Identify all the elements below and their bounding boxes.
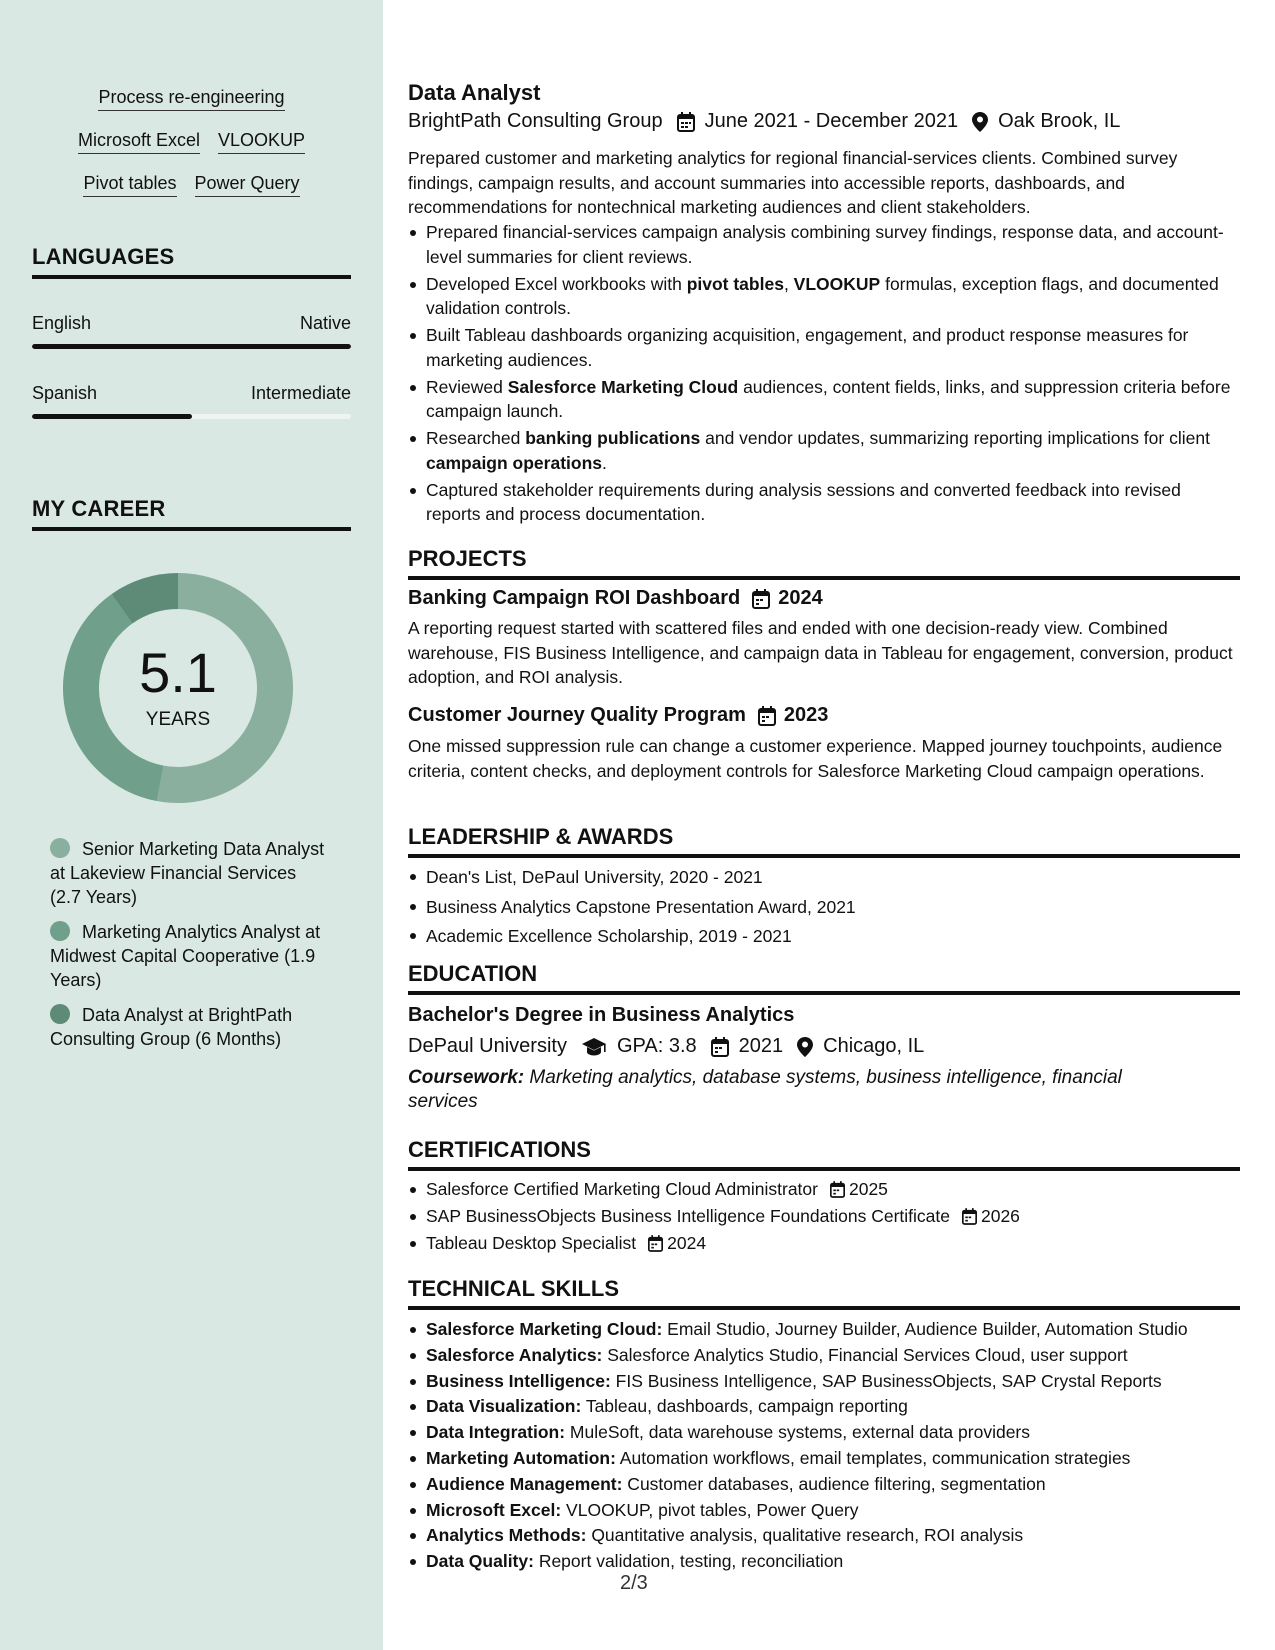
project-title: Customer Journey Quality Program 2023 bbox=[408, 704, 829, 726]
language-english bbox=[32, 313, 351, 349]
technical-skill-item: Microsoft Excel: VLOOKUP, pivot tables, Power Query bbox=[408, 1498, 1240, 1522]
language-bar-fill bbox=[32, 344, 351, 349]
career-heading: MY CAREER bbox=[32, 496, 351, 531]
career-item: Data Analyst at BrightPath Consulting Group (6 Months) bbox=[50, 1005, 293, 1049]
projects-heading: PROJECTS bbox=[408, 546, 1240, 580]
languages-heading: LANGUAGES bbox=[32, 244, 351, 279]
language-spanish bbox=[32, 383, 351, 419]
calendar-icon bbox=[962, 1208, 977, 1225]
language-name: Spanish bbox=[32, 383, 98, 403]
job-title: Data Analyst bbox=[408, 80, 541, 105]
job-summary: Prepared customer and marketing analytics for regional financial-services clients. Combined survey findings, campaign results, and account summaries into accessible reports, dashboards, and recommendations for nontechnical marketing audiences and client stakeholders. bbox=[408, 148, 1178, 217]
project-year: 2023 bbox=[783, 704, 829, 726]
job-location: Oak Brook, IL bbox=[998, 110, 1121, 132]
job-bullet: Developed Excel workbooks with pivot tables, VLOOKUP formulas, exception flags, and documented validation controls. bbox=[408, 272, 1240, 321]
technical-skill-item: Analytics Methods: Quantitative analysis, qualitative research, ROI analysis bbox=[408, 1523, 1240, 1547]
calendar-icon bbox=[711, 1037, 729, 1057]
education-heading: EDUCATION bbox=[408, 961, 1240, 995]
job-bullet: Built Tableau dashboards organizing acquisition, engagement, and product response measures for marketing audiences. bbox=[408, 323, 1240, 372]
language-level: Intermediate bbox=[250, 383, 351, 403]
school-location: Chicago, IL bbox=[823, 1035, 925, 1057]
language-bar bbox=[32, 344, 351, 349]
project-description: A reporting request started with scattered files and ended with one decision-ready view. Combined warehouse, FIS Business Intelligence, and campaign data in Tableau for engagement, conversion, product adoption, and ROI analysis. bbox=[408, 618, 1233, 687]
calendar-icon bbox=[677, 112, 695, 132]
legend-dot bbox=[50, 1004, 70, 1024]
school-name: DePaul University bbox=[408, 1035, 567, 1057]
skill-tag: Microsoft Excel bbox=[78, 129, 200, 154]
calendar-icon bbox=[830, 1181, 845, 1198]
technical-skill-item: Salesforce Analytics: Salesforce Analytics Studio, Financial Services Cloud, user support bbox=[408, 1343, 1240, 1367]
technical-skills-heading: TECHNICAL SKILLS bbox=[408, 1276, 1240, 1310]
technical-skill-item: Audience Management: Customer databases, audience filtering, segmentation bbox=[408, 1472, 1240, 1496]
skill-tag: Power Query bbox=[195, 172, 300, 197]
legend-dot bbox=[50, 921, 70, 941]
leadership-heading: LEADERSHIP & AWARDS bbox=[408, 824, 1240, 858]
location-pin-icon bbox=[797, 1037, 813, 1057]
skill-tag: Process re-engineering bbox=[98, 86, 284, 111]
career-total-unit: YEARS bbox=[145, 709, 211, 730]
skill-tags bbox=[32, 86, 351, 215]
certifications-heading: CERTIFICATIONS bbox=[408, 1137, 1240, 1171]
certification-item: Salesforce Certified Marketing Cloud Administrator 2025 bbox=[408, 1177, 1240, 1201]
certification-year: 2025 bbox=[848, 1179, 888, 1199]
technical-skill-item: Marketing Automation: Automation workflows, email templates, communication strategies bbox=[408, 1446, 1240, 1470]
coursework bbox=[408, 1066, 1178, 1114]
job-bullet: Captured stakeholder requirements during analysis sessions and converted feedback into revised reports and process documentation. bbox=[408, 478, 1240, 527]
project-year: 2024 bbox=[778, 587, 823, 609]
technical-skills-list bbox=[408, 1317, 1240, 1575]
technical-skill-item: Data Integration: MuleSoft, data warehouse systems, external data providers bbox=[408, 1420, 1240, 1444]
technical-skill-item: Data Quality: Report validation, testing, reconciliation bbox=[408, 1549, 1240, 1573]
job-dates: June 2021 - December 2021 bbox=[704, 110, 959, 132]
certification-item: SAP BusinessObjects Business Intelligence Foundations Certificate 2026 bbox=[408, 1204, 1240, 1228]
skill-tag: Pivot tables bbox=[83, 172, 176, 197]
language-bar bbox=[32, 414, 351, 419]
project-title: Banking Campaign ROI Dashboard 2024 bbox=[408, 587, 823, 609]
technical-skill-item: Salesforce Marketing Cloud: Email Studio, Journey Builder, Audience Builder, Automation Studio bbox=[408, 1317, 1240, 1341]
certifications-list bbox=[408, 1177, 1240, 1258]
job-bullets bbox=[408, 220, 1240, 529]
language-name: English bbox=[32, 313, 92, 333]
leadership-item: Dean's List, DePaul University, 2020 - 2021 bbox=[408, 864, 1240, 891]
sidebar bbox=[0, 0, 383, 1650]
leadership-list bbox=[408, 864, 1240, 953]
technical-skill-item: Business Intelligence: FIS Business Intelligence, SAP BusinessObjects, SAP Crystal Reports bbox=[408, 1369, 1240, 1393]
technical-skill-item: Data Visualization: Tableau, dashboards, campaign reporting bbox=[408, 1394, 1240, 1418]
legend-dot bbox=[50, 838, 70, 858]
career-item: Senior Marketing Data Analyst at Lakeview Financial Services (2.7 Years) bbox=[50, 839, 325, 907]
calendar-icon bbox=[648, 1235, 663, 1252]
main-content bbox=[408, 0, 1240, 1650]
job-bullet: Prepared financial-services campaign analysis combining survey findings, response data, and account-level summaries for client reviews. bbox=[408, 220, 1240, 269]
career-total bbox=[63, 573, 293, 803]
leadership-item: Academic Excellence Scholarship, 2019 - 2021 bbox=[408, 923, 1240, 950]
skill-row bbox=[32, 172, 351, 197]
skill-row bbox=[32, 86, 351, 111]
language-level: Native bbox=[299, 313, 351, 333]
career-list bbox=[50, 837, 330, 1062]
graduation-year: 2021 bbox=[738, 1035, 784, 1057]
career-item: Marketing Analytics Analyst at Midwest Capital Cooperative (1.9 Years) bbox=[50, 922, 321, 990]
job-bullet: Researched banking publications and vendor updates, summarizing reporting implications for client campaign operations. bbox=[408, 426, 1240, 475]
degree-title: Bachelor's Degree in Business Analytics bbox=[408, 1004, 795, 1026]
skill-row bbox=[32, 129, 351, 154]
location-pin-icon bbox=[972, 112, 988, 132]
language-bar-fill bbox=[32, 414, 192, 419]
job-meta bbox=[408, 110, 1120, 133]
graduation-cap-icon bbox=[581, 1037, 607, 1057]
skill-tag: VLOOKUP bbox=[218, 129, 305, 154]
gpa: GPA: 3.8 bbox=[616, 1035, 697, 1057]
calendar-icon bbox=[758, 706, 776, 726]
job-bullet: Reviewed Salesforce Marketing Cloud audiences, content fields, links, and suppression criteria before campaign launch. bbox=[408, 375, 1240, 424]
coursework-list: Marketing analytics, database systems, business intelligence, financial services bbox=[408, 1067, 1122, 1112]
leadership-item: Business Analytics Capstone Presentation Award, 2021 bbox=[408, 894, 1240, 921]
company-name: BrightPath Consulting Group bbox=[408, 110, 663, 132]
certification-item: Tableau Desktop Specialist 2024 bbox=[408, 1231, 1240, 1255]
page-number: 2/3 bbox=[620, 1572, 648, 1594]
education-meta bbox=[408, 1035, 924, 1058]
certification-year: 2024 bbox=[667, 1233, 707, 1253]
career-total-value: 5.1 bbox=[139, 641, 217, 704]
calendar-icon bbox=[752, 589, 770, 609]
certification-year: 2026 bbox=[980, 1206, 1020, 1226]
coursework-label: Coursework: bbox=[408, 1067, 525, 1088]
project-description: One missed suppression rule can change a customer experience. Mapped journey touchpoints, audience criteria, content checks, and deployment controls for Salesforce Marketing Cloud campaign operations. bbox=[408, 736, 1223, 781]
